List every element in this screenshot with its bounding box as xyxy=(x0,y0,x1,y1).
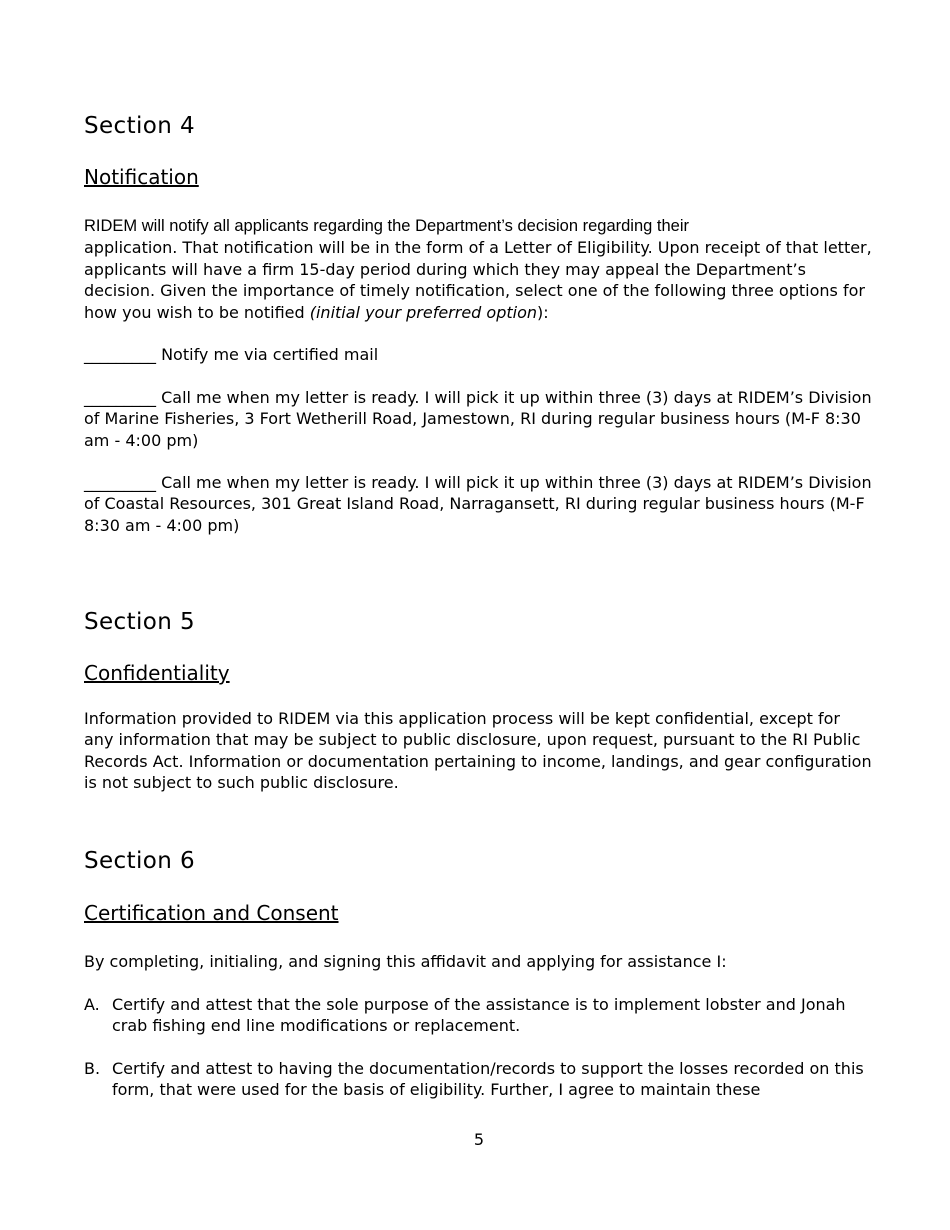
list-marker: A. xyxy=(84,995,100,1014)
notification-emphasis: (initial your preferred option xyxy=(309,302,538,322)
list-item-text: Certify and attest to having the documentation/records to support the losses recorded on this form, that were used for the basis of eligibility. Further, I agree to maintain these xyxy=(112,1059,864,1100)
initial-blank[interactable]: _________ xyxy=(84,473,156,492)
list-item-text: Certify and attest that the sole purpose of the assistance is to implement lobster and Jonah crab fishing end line modifications or replacement. xyxy=(112,995,846,1036)
option-text: Notify me via certified mail xyxy=(156,345,379,364)
notification-heading: Notification xyxy=(84,165,199,189)
list-marker: B. xyxy=(84,1059,101,1078)
certification-item-b xyxy=(84,1058,874,1101)
initial-blank[interactable]: _________ xyxy=(84,345,156,364)
option-marine-fisheries-pickup xyxy=(84,387,874,451)
notification-body-text: application. That notification will be in the form of a Letter of Eligibility. Upon receipt of that letter, applicants will have a firm 15-day period during which they may appeal the Department’s decision. Given the importance of timely notification, select one of the following three options for how you wish to be notified xyxy=(84,238,872,322)
confidentiality-heading: Confidentiality xyxy=(84,661,230,685)
initial-blank[interactable]: _________ xyxy=(84,388,156,407)
confidentiality-paragraph: Information provided to RIDEM via this application process will be kept confidential, except for any information that may be subject to public disclosure, upon request, pursuant to the RI Public Records Act. Information or documentation pertaining to income, landings, and gear configuration is not subject to such public disclosure. xyxy=(84,709,872,793)
section-6-title: Section 6 xyxy=(84,848,195,874)
notification-lead-line: RIDEM will notify all applicants regarding the Department’s decision regarding their xyxy=(84,217,689,235)
option-text: Call me when my letter is ready. I will pick it up within three (3) days at RIDEM’s Division of Coastal Resources, 301 Great Island Road, Narragansett, RI during regular business hours (M-F 8:30 am - 4:00 pm) xyxy=(84,473,872,535)
option-certified-mail xyxy=(84,344,874,365)
section-5-title: Section 5 xyxy=(84,609,195,635)
certification-heading: Certification and Consent xyxy=(84,901,339,925)
option-coastal-resources-pickup xyxy=(84,472,874,536)
document-page xyxy=(84,0,874,1230)
notification-body-end: ): xyxy=(537,302,549,322)
certification-item-a xyxy=(84,994,874,1037)
page-number: 5 xyxy=(473,1130,485,1149)
notification-body xyxy=(84,237,874,323)
notification-paragraph xyxy=(84,216,874,323)
option-text: Call me when my letter is ready. I will pick it up within three (3) days at RIDEM’s Division of Marine Fisheries, 3 Fort Wetherill Road, Jamestown, RI during regular business hours (M-F 8:30 am - 4:00 pm) xyxy=(84,388,872,450)
section-4-title: Section 4 xyxy=(84,113,195,139)
certification-intro: By completing, initialing, and signing this affidavit and applying for assistance I: xyxy=(84,952,727,971)
